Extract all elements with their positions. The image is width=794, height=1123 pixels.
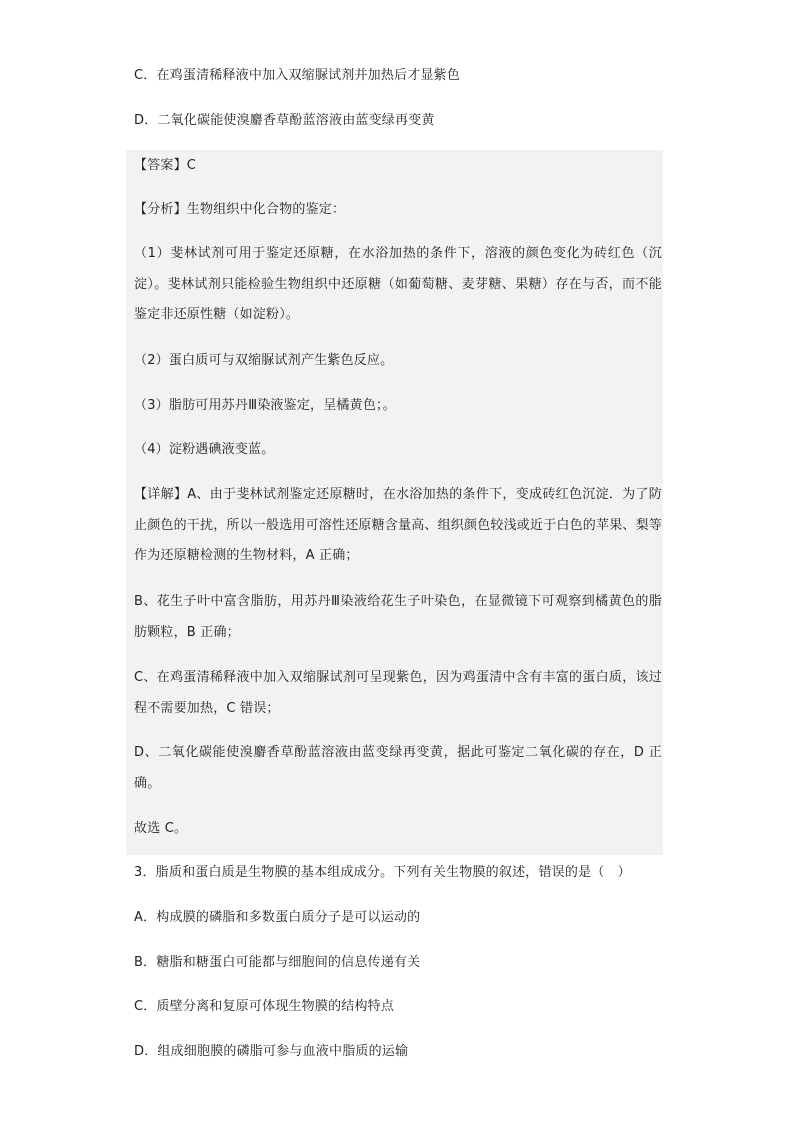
q3-stem: 3．脂质和蛋白质是生物膜的基本组成成分。下列有关生物膜的叙述，错误的是（ ） — [134, 865, 631, 880]
q3-option-b: B．糖脂和糖蛋白可能都与细胞间的信息传递有关 — [134, 955, 421, 970]
analysis-title: 【分析】生物组织中化合物的鉴定： — [134, 202, 346, 217]
conclusion-line: 故选 C。 — [134, 821, 188, 836]
analysis-point-1: （1）斐林试剂可用于鉴定还原糖，在水浴加热的条件下，溶液的颜色变化为砖红色（沉淀）。斐林试剂只能检验生物组织中还原糖（如葡萄糖、麦芽糖、果糖）存在与否，而不能鉴定非还原性糖（如淀粉）。 — [134, 246, 662, 322]
detail-c: C、在鸡蛋清稀释液中加入双缩脲试剂可呈现紫色，因为鸡蛋清中含有丰富的蛋白质，该过程不需要加热，C 错误； — [134, 670, 662, 716]
detail-b: B、花生子叶中富含脂肪，用苏丹Ⅲ染液给花生子叶染色，在显微镜下可观察到橘黄色的脂肪颗粒，B 正确； — [134, 594, 662, 640]
analysis-point-2: （2）蛋白质可与双缩脲试剂产生紫色反应。 — [134, 353, 394, 368]
q2-option-d: D．二氧化碳能使溴麝香草酚蓝溶液由蓝变绿再变黄 — [134, 113, 435, 128]
q3-option-d: D．组成细胞膜的磷脂可参与血液中脂质的运输 — [134, 1044, 409, 1059]
q3-option-c: C．质壁分离和复原可体现生物膜的结构特点 — [134, 999, 395, 1014]
answer-line: 【答案】C — [134, 158, 197, 173]
q2-option-c: C．在鸡蛋清稀释液中加入双缩脲试剂并加热后才显紫色 — [134, 68, 461, 83]
detail-d: D、二氧化碳能使溴麝香草酚蓝溶液由蓝变绿再变黄，据此可鉴定二氧化碳的存在，D 正确。 — [134, 745, 662, 791]
detail-a: 【详解】A、由于斐林试剂鉴定还原糖时，在水浴加热的条件下，变成砖红色沉淀．为了防止颜色的干扰，所以一般选用可溶性还原糖含量高、组织颜色较浅或近于白色的苹果、梨等作为还原糖检测的生物材料，A 正确； — [134, 487, 663, 563]
analysis-point-4: （4）淀粉遇碘液变蓝。 — [134, 442, 275, 457]
analysis-point-3: （3）脂肪可用苏丹Ⅲ染液鉴定，呈橘黄色；。 — [134, 398, 396, 413]
q3-option-a: A．构成膜的磷脂和多数蛋白质分子是可以运动的 — [134, 910, 421, 925]
